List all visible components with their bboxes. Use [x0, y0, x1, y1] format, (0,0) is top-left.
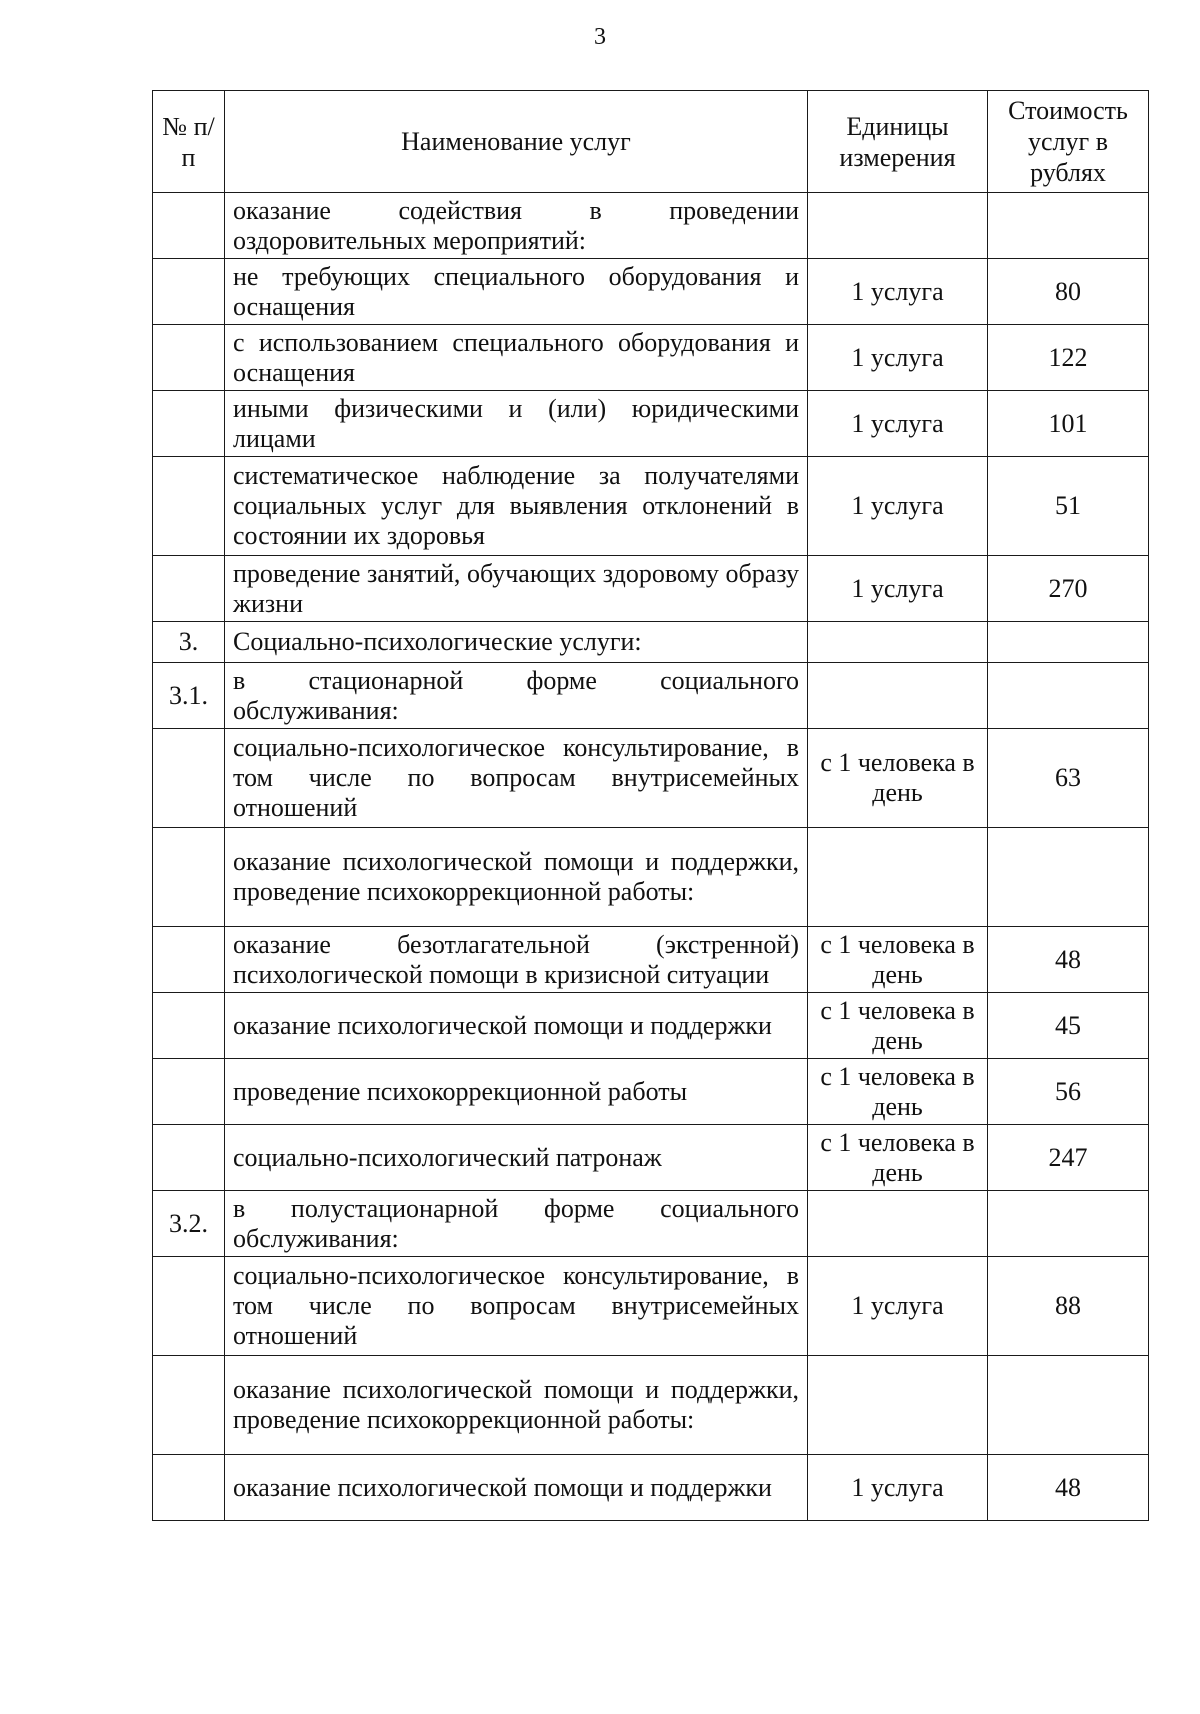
row-number: 3.2. — [153, 1191, 225, 1257]
row-number — [153, 1125, 225, 1191]
section-title: Социально-психологические услуги: — [225, 622, 808, 663]
page-number: 3 — [594, 24, 606, 50]
unit-of-measure — [808, 828, 988, 927]
service-price: 270 — [988, 556, 1149, 622]
unit-of-measure: с 1 человека в день — [808, 1059, 988, 1125]
subsection-row — [153, 1191, 1149, 1257]
header-price: Стоимость услуг в рублях — [988, 91, 1149, 193]
service-name: оказание психологической помощи и поддержки, проведение психокоррекционной работы: — [225, 1356, 808, 1455]
unit-of-measure: с 1 человека в день — [808, 729, 988, 828]
service-name: оказание психологической помощи и поддержки — [225, 993, 808, 1059]
unit-of-measure: 1 услуга — [808, 259, 988, 325]
service-price — [988, 1191, 1149, 1257]
section-row — [153, 622, 1149, 663]
header-row — [153, 91, 1149, 193]
service-price: 80 — [988, 259, 1149, 325]
service-price: 45 — [988, 993, 1149, 1059]
subsection-title: в стационарной форме социального обслуживания: — [225, 663, 808, 729]
unit-of-measure: 1 услуга — [808, 391, 988, 457]
table-body — [153, 193, 1149, 1521]
service-name: социально-психологическое консультирование, в том числе по вопросам внутрисемейных отношений — [225, 729, 808, 828]
unit-of-measure — [808, 1191, 988, 1257]
unit-of-measure: 1 услуга — [808, 1257, 988, 1356]
service-name: оказание безотлагательной (экстренной) психологической помощи в кризисной ситуации — [225, 927, 808, 993]
service-price: 101 — [988, 391, 1149, 457]
table-row — [153, 556, 1149, 622]
service-name: оказание психологической помощи и поддержки, проведение психокоррекционной работы: — [225, 828, 808, 927]
row-number: 3. — [153, 622, 225, 663]
unit-of-measure — [808, 193, 988, 259]
service-price — [988, 828, 1149, 927]
service-price: 48 — [988, 1455, 1149, 1521]
table-row — [153, 1455, 1149, 1521]
services-price-table — [152, 90, 1149, 1521]
service-name: с использованием специального оборудования и оснащения — [225, 325, 808, 391]
table-row — [153, 993, 1149, 1059]
row-number — [153, 993, 225, 1059]
service-name: не требующих специального оборудования и оснащения — [225, 259, 808, 325]
unit-of-measure — [808, 1356, 988, 1455]
row-number — [153, 927, 225, 993]
unit-of-measure: 1 услуга — [808, 325, 988, 391]
unit-of-measure: с 1 человека в день — [808, 993, 988, 1059]
service-price — [988, 193, 1149, 259]
service-name: систематическое наблюдение за получателями социальных услуг для выявления отклонений в состоянии их здоровья — [225, 457, 808, 556]
table-row — [153, 391, 1149, 457]
service-price: 122 — [988, 325, 1149, 391]
table-row — [153, 1125, 1149, 1191]
service-name: проведение психокоррекционной работы — [225, 1059, 808, 1125]
row-number — [153, 325, 225, 391]
table-row — [153, 927, 1149, 993]
service-name: иными физическими и (или) юридическими лицами — [225, 391, 808, 457]
row-number — [153, 457, 225, 556]
row-number — [153, 1059, 225, 1125]
service-price — [988, 663, 1149, 729]
service-name: социально-психологическое консультирование, в том числе по вопросам внутрисемейных отношений — [225, 1257, 808, 1356]
table-row — [153, 457, 1149, 556]
unit-of-measure: с 1 человека в день — [808, 927, 988, 993]
service-price: 88 — [988, 1257, 1149, 1356]
unit-of-measure: с 1 человека в день — [808, 1125, 988, 1191]
service-price — [988, 1356, 1149, 1455]
service-price: 48 — [988, 927, 1149, 993]
table-row — [153, 828, 1149, 927]
row-number — [153, 828, 225, 927]
table-row — [153, 193, 1149, 259]
service-price — [988, 622, 1149, 663]
row-number — [153, 556, 225, 622]
service-price: 247 — [988, 1125, 1149, 1191]
row-number: 3.1. — [153, 663, 225, 729]
row-number — [153, 729, 225, 828]
row-number — [153, 259, 225, 325]
subsection-row — [153, 663, 1149, 729]
subsection-title: в полустационарной форме социального обслуживания: — [225, 1191, 808, 1257]
table-row — [153, 259, 1149, 325]
row-number — [153, 193, 225, 259]
row-number — [153, 1455, 225, 1521]
service-price: 51 — [988, 457, 1149, 556]
service-name: оказание содействия в проведении оздоровительных мероприятий: — [225, 193, 808, 259]
service-name: социально-психологический патронаж — [225, 1125, 808, 1191]
table-row — [153, 325, 1149, 391]
service-name: оказание психологической помощи и поддержки — [225, 1455, 808, 1521]
table-row — [153, 1059, 1149, 1125]
unit-of-measure: 1 услуга — [808, 556, 988, 622]
service-name: проведение занятий, обучающих здоровому образу жизни — [225, 556, 808, 622]
unit-of-measure — [808, 622, 988, 663]
header-name: Наименование услуг — [225, 91, 808, 193]
table-row — [153, 729, 1149, 828]
unit-of-measure — [808, 663, 988, 729]
table-header — [153, 91, 1149, 193]
row-number — [153, 1356, 225, 1455]
header-unit: Единицы измерения — [808, 91, 988, 193]
row-number — [153, 1257, 225, 1356]
unit-of-measure: 1 услуга — [808, 457, 988, 556]
table-row — [153, 1356, 1149, 1455]
header-number: № п/п — [153, 91, 225, 193]
row-number — [153, 391, 225, 457]
service-price: 63 — [988, 729, 1149, 828]
unit-of-measure: 1 услуга — [808, 1455, 988, 1521]
table-row — [153, 1257, 1149, 1356]
service-price: 56 — [988, 1059, 1149, 1125]
